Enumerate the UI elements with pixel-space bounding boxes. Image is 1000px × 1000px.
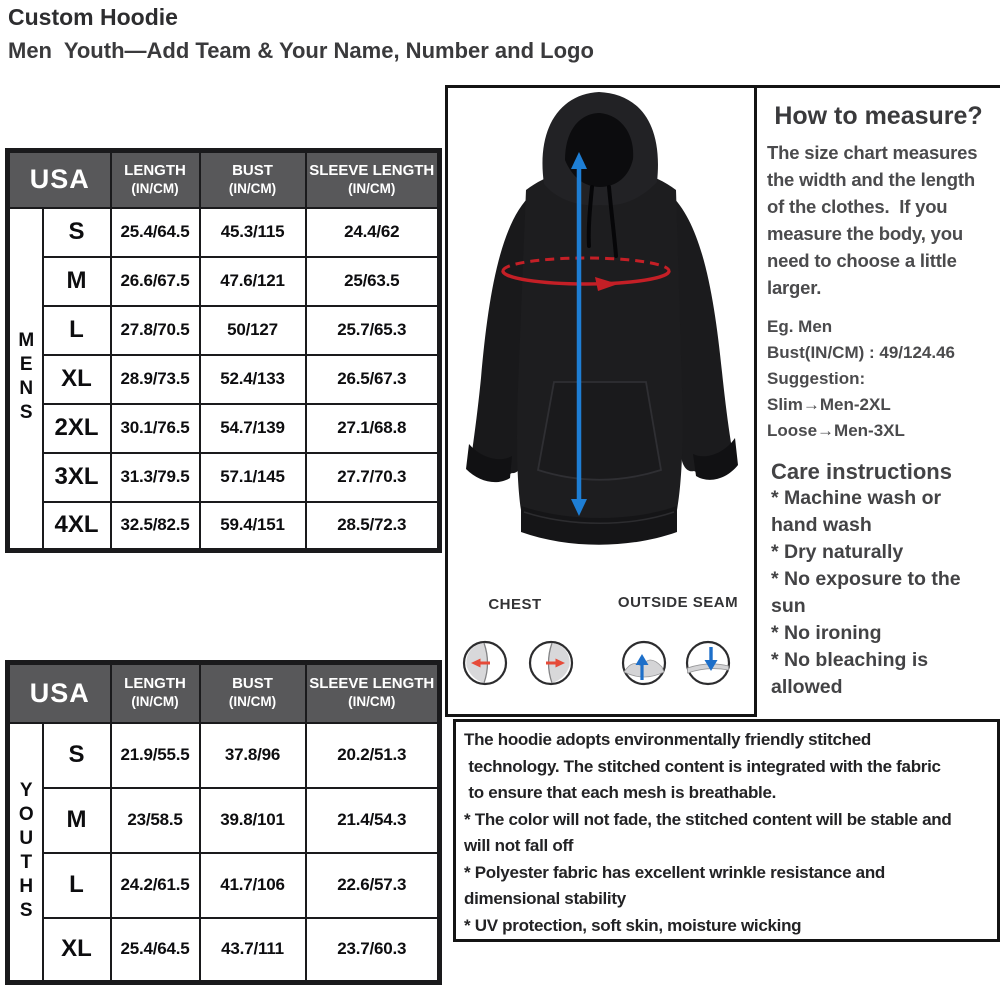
- sleeve-cell: 27.7/70.3: [306, 453, 440, 502]
- care-line: * No exposure to the: [771, 568, 961, 590]
- chest-label: CHEST: [488, 596, 542, 613]
- col-header-sleeve: SLEEVE LENGTH (IN/CM): [306, 663, 440, 723]
- example-line: Bust(IN/CM) : 49/124.46: [767, 343, 955, 362]
- fabric-line: technology. The stitched content is integrated with the fabric: [464, 756, 941, 776]
- outside-seam-label: OUTSIDE SEAM: [617, 594, 739, 611]
- col-header-usa: USA: [8, 663, 111, 723]
- fabric-info-panel: [453, 719, 1000, 942]
- bust-cell: 45.3/115: [200, 208, 306, 257]
- table-row: [8, 453, 440, 502]
- size-cell: XL: [43, 918, 111, 983]
- youths-group-label: YOUTHS: [8, 723, 43, 983]
- length-cell: 28.9/73.5: [111, 355, 200, 404]
- sleeve-cell: 21.4/54.3: [306, 788, 440, 853]
- bust-cell: 47.6/121: [200, 257, 306, 306]
- table-row: [8, 257, 440, 306]
- length-cell: 30.1/76.5: [111, 404, 200, 453]
- care-line: sun: [771, 595, 806, 617]
- bust-cell: 43.7/111: [200, 918, 306, 983]
- bust-cell: 41.7/106: [200, 853, 306, 918]
- col-header-length: LENGTH (IN/CM): [111, 151, 200, 208]
- table-row: [8, 788, 440, 853]
- sleeve-cell: 23.7/60.3: [306, 918, 440, 983]
- col-header-length: LENGTH (IN/CM): [111, 663, 200, 723]
- outside-seam-down-icon: [684, 639, 732, 687]
- bust-cell: 39.8/101: [200, 788, 306, 853]
- measure-intro-line: larger.: [767, 277, 822, 298]
- sizing-example-block: [757, 314, 1000, 444]
- table-row: [8, 723, 440, 788]
- sleeve-cell: 28.5/72.3: [306, 502, 440, 551]
- col-header-bust: BUST (IN/CM): [200, 151, 306, 208]
- size-cell: L: [43, 306, 111, 355]
- size-cell: M: [43, 257, 111, 306]
- sleeve-cell: 20.2/51.3: [306, 723, 440, 788]
- measure-intro-line: The size chart measures: [767, 142, 978, 163]
- col-header-bust: BUST (IN/CM): [200, 663, 306, 723]
- length-cell: 23/58.5: [111, 788, 200, 853]
- mens-size-table: [5, 148, 442, 553]
- table-row: [8, 306, 440, 355]
- hoodie-product-image: [448, 88, 754, 568]
- bust-cell: 54.7/139: [200, 404, 306, 453]
- size-cell: S: [43, 723, 111, 788]
- fabric-line: * UV protection, soft skin, moisture wicking: [464, 915, 802, 935]
- sleeve-cell: 26.5/67.3: [306, 355, 440, 404]
- measure-intro-line: need to choose a little: [767, 250, 957, 271]
- length-cell: 24.2/61.5: [111, 853, 200, 918]
- length-cell: 25.4/64.5: [111, 918, 200, 983]
- page-title: Custom Hoodie: [8, 4, 178, 30]
- youths-size-table: [5, 660, 442, 985]
- size-cell: 2XL: [43, 404, 111, 453]
- bust-cell: 57.1/145: [200, 453, 306, 502]
- example-line: Eg. Men: [767, 317, 833, 336]
- sleeve-cell: 27.1/68.8: [306, 404, 440, 453]
- hoodie-pocket: [538, 382, 661, 480]
- fabric-line: dimensional stability: [464, 889, 626, 908]
- table-row: [8, 404, 440, 453]
- measure-intro-line: the width and the length: [767, 169, 975, 190]
- col-header-sleeve: SLEEVE LENGTH (IN/CM): [306, 151, 440, 208]
- sleeve-cell: 25.7/65.3: [306, 306, 440, 355]
- length-cell: 27.8/70.5: [111, 306, 200, 355]
- table-row: [8, 853, 440, 918]
- outside-seam-up-icon: [620, 639, 668, 687]
- fabric-line: * The color will not fade, the stitched content will be stable and: [464, 809, 952, 829]
- care-line: * No bleaching is: [771, 649, 929, 671]
- col-header-usa: USA: [8, 151, 111, 208]
- care-line: hand wash: [771, 514, 872, 536]
- fabric-line: to ensure that each mesh is breathable.: [464, 783, 777, 802]
- fabric-line: The hoodie adopts environmentally friendly stitched: [464, 730, 871, 749]
- bust-cell: 50/127: [200, 306, 306, 355]
- size-cell: 4XL: [43, 502, 111, 551]
- length-cell: 26.6/67.5: [111, 257, 200, 306]
- length-cell: 21.9/55.5: [111, 723, 200, 788]
- bust-cell: 59.4/151: [200, 502, 306, 551]
- length-cell: 25.4/64.5: [111, 208, 200, 257]
- chest-measure-right-icon: [527, 639, 575, 687]
- mens-header-row: [8, 151, 440, 208]
- care-line: allowed: [771, 676, 843, 698]
- mens-group-label: MENS: [8, 208, 43, 551]
- sleeve-cell: 24.4/62: [306, 208, 440, 257]
- fabric-line: * Polyester fabric has excellent wrinkle resistance and: [464, 862, 885, 882]
- chest-measure-left-icon: [461, 639, 509, 687]
- how-to-measure-panel: [757, 85, 1000, 717]
- example-line: Slim→Men-2XL: [767, 395, 891, 414]
- youths-header-row: [8, 663, 440, 723]
- size-cell: 3XL: [43, 453, 111, 502]
- care-line: * Dry naturally: [771, 541, 904, 563]
- bust-cell: 52.4/133: [200, 355, 306, 404]
- care-instructions-heading: Care instructions: [771, 459, 952, 484]
- size-cell: XL: [43, 355, 111, 404]
- page-subtitle: Men Youth—Add Team & Your Name, Number and Logo: [8, 38, 594, 63]
- measure-intro-line: of the clothes. If you: [767, 196, 948, 217]
- table-row: [8, 355, 440, 404]
- example-line: Loose→Men-3XL: [767, 421, 905, 440]
- size-cell: L: [43, 853, 111, 918]
- table-row: [8, 918, 440, 983]
- length-cell: 31.3/79.5: [111, 453, 200, 502]
- length-cell: 32.5/82.5: [111, 502, 200, 551]
- size-cell: S: [43, 208, 111, 257]
- measure-intro-line: measure the body, you: [767, 223, 963, 244]
- sleeve-cell: 25/63.5: [306, 257, 440, 306]
- care-line: * No ironing: [771, 622, 882, 644]
- table-row: [8, 208, 440, 257]
- measurement-diagram-panel: [445, 85, 757, 717]
- fabric-line: will not fall off: [464, 836, 574, 855]
- size-cell: M: [43, 788, 111, 853]
- sleeve-cell: 22.6/57.3: [306, 853, 440, 918]
- care-line: * Machine wash or: [771, 487, 942, 509]
- example-line: Suggestion:: [767, 369, 866, 388]
- how-to-measure-heading: How to measure?: [774, 102, 983, 130]
- table-row: [8, 502, 440, 551]
- bust-cell: 37.8/96: [200, 723, 306, 788]
